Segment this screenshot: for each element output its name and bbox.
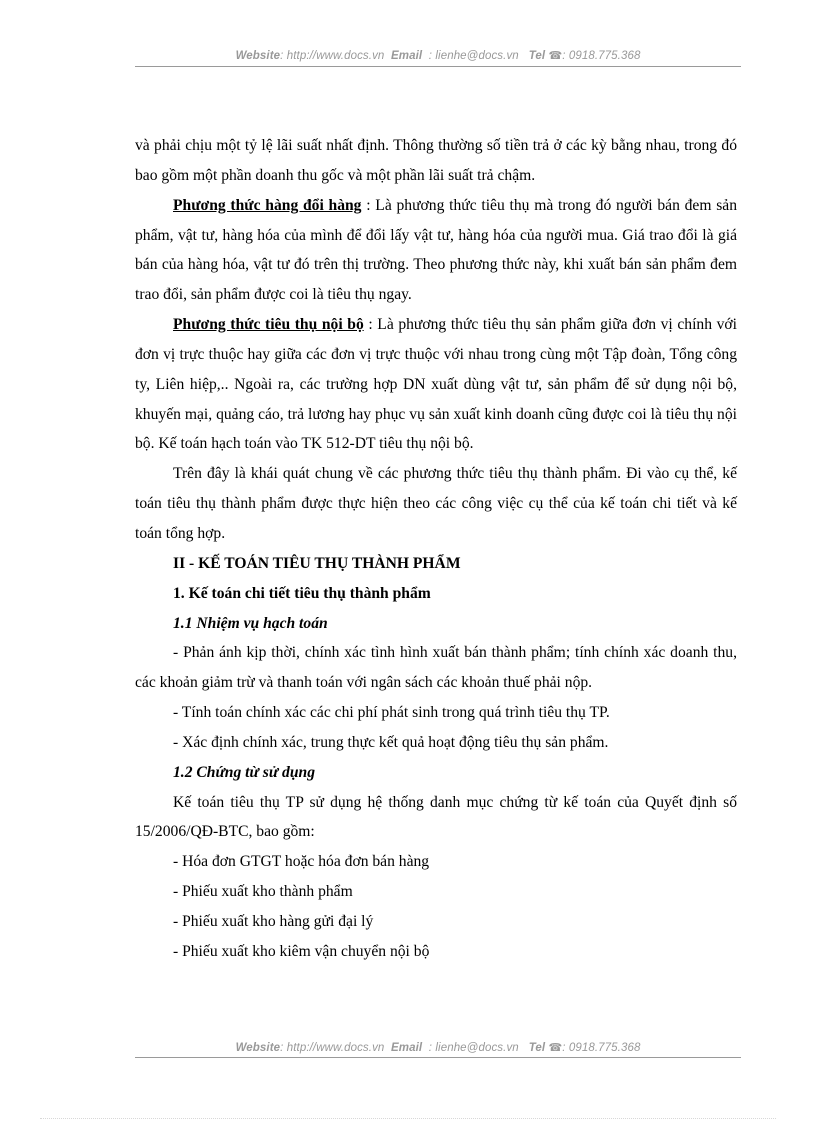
bullet-5: - Phiếu xuất kho thành phẩm — [173, 883, 353, 901]
bullet-7: - Phiếu xuất kho kiêm vận chuyển nội bộ — [173, 942, 430, 960]
paragraph-2-text: : Là phương thức tiêu thụ mà trong đó người bán đem sản phẩm, vật tư, hàng hóa của mình để đổi lấy vật tư, hàng hóa của người mua. Giá trao đổi là giá bán của hàng hóa, vật tư đó trên thị trường. Theo phương thức này, khi xuất bán sản phẩm đem trao đổi, sản phẩm được coi là tiêu thụ ngay. — [135, 196, 738, 304]
bullet-4: - Hóa đơn GTGT hoặc hóa đơn bán hàng — [173, 853, 430, 871]
header-website-value: : http://www.docs.vn — [280, 50, 385, 62]
document-body — [135, 131, 737, 967]
footer-tel-value: : 0918.775.368 — [562, 1042, 641, 1054]
header-tel-label: Tel — [528, 50, 546, 62]
page-header — [135, 49, 741, 62]
page-footer — [135, 1041, 741, 1054]
bullet-1: - Phản ánh kịp thời, chính xác tình hình xuất bán thành phẩm; tính chính xác doanh thu, các khoản giảm trừ và thanh toán với ngân sách các khoản thuế phải nộp. — [135, 644, 737, 692]
header-email-value: : lienhe@docs.vn — [428, 50, 519, 62]
bullet-2: - Tính toán chính xác các chi phí phát sinh trong quá trình tiêu thụ TP. — [173, 704, 610, 722]
header-website-label: Website — [235, 50, 281, 62]
phone-icon: ☎ — [548, 50, 563, 62]
footer-tel-label: Tel — [528, 1042, 546, 1054]
footer-website-value: : http://www.docs.vn — [280, 1042, 385, 1054]
term-barter: Phương thức hàng đổi hàng — [173, 196, 362, 214]
footer-website-label: Website — [235, 1042, 281, 1054]
footer-email-value: : lienhe@docs.vn — [428, 1042, 519, 1054]
subsection-heading-1: 1. Kế toán chi tiết tiêu thụ thành phẩm — [173, 584, 431, 602]
footer-email-label: Email — [391, 1042, 423, 1054]
header-email-label: Email — [391, 50, 423, 62]
paragraph-3-text: : Là phương thức tiêu thụ sản phẩm giữa đơn vị chính với đơn vị trực thuộc hay giữa các đơn vị trực thuộc với nhau trong cùng một Tập đoàn, Tổng công ty, Liên hiệp,.. Ngoài ra, các trường hợp DN xuất dùng vật tư, sản phẩm để sử dụng nội bộ, khuyến mại, quảng cáo, trả lương hay phục vụ sản xuất kinh doanh cũng được coi là tiêu thụ nội bộ. Kế toán hạch toán vào TK 512-DT tiêu thụ nội bộ. — [135, 316, 737, 453]
paragraph-1: và phải chịu một tỷ lệ lãi suất nhất định. Thông thường số tiền trả ở các kỳ bằng nhau, trong đó bao gồm một phần doanh thu gốc và một phần lãi suất trả chậm. — [135, 137, 737, 184]
header-rule — [135, 66, 741, 67]
paragraph-2 — [135, 191, 737, 310]
paragraph-3 — [135, 310, 737, 459]
bullet-6: - Phiếu xuất kho hàng gửi đại lý — [173, 912, 374, 930]
subsection-heading-1-1: 1.1 Nhiệm vụ hạch toán — [173, 614, 328, 632]
bullet-3: - Xác định chính xác, trung thực kết quả hoạt động tiêu thụ sản phẩm. — [173, 733, 609, 751]
subsection-heading-1-2: 1.2 Chứng từ sử dụng — [173, 763, 315, 781]
term-internal-sales: Phương thức tiêu thụ nội bộ — [173, 316, 364, 334]
paragraph-5: Kế toán tiêu thụ TP sử dụng hệ thống danh mục chứng từ kế toán của Quyết định số 15/2006/QĐ-BTC, bao gồm: — [135, 793, 737, 841]
footer-rule — [135, 1057, 741, 1058]
phone-icon: ☎ — [548, 1042, 563, 1054]
section-heading: II - KẾ TOÁN TIÊU THỤ THÀNH PHẨM — [173, 554, 461, 572]
header-tel-value: : 0918.775.368 — [562, 50, 641, 62]
paragraph-4: Trên đây là khái quát chung về các phương thức tiêu thụ thành phẩm. Đi vào cụ thể, kế toán tiêu thụ thành phẩm được thực hiện theo các công việc cụ thể của kế toán chi tiết và kế toán tổng hợp. — [135, 465, 737, 542]
page-edge-dotted-line — [40, 1118, 776, 1119]
